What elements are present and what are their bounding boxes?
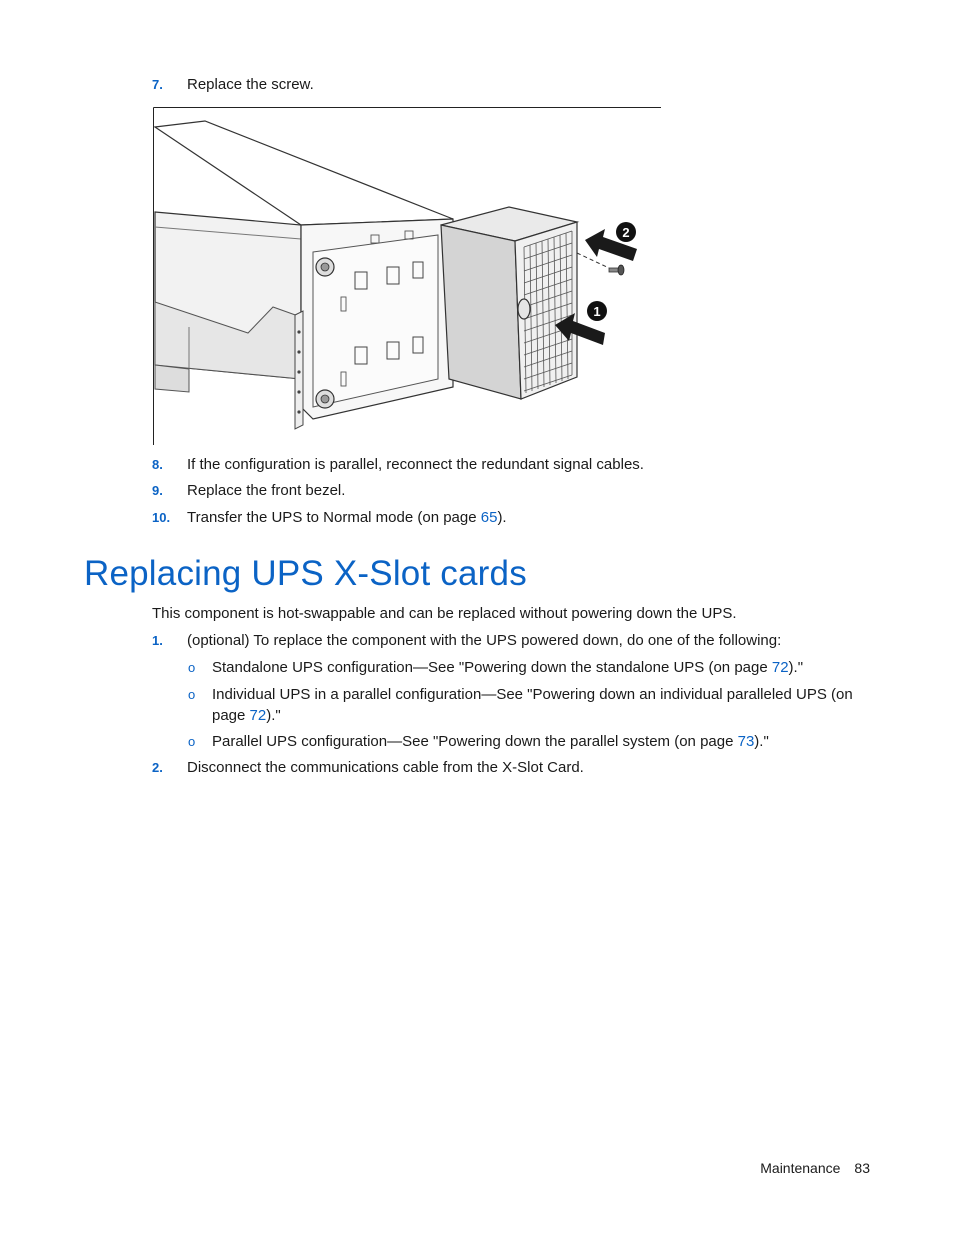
- page-link-65[interactable]: 65: [480, 509, 498, 526]
- bullet-marker: o: [188, 734, 196, 749]
- bullet-text: [212, 731, 769, 752]
- step-number: 8.: [152, 457, 163, 472]
- bullet-text: [212, 657, 803, 678]
- bullet-text-suffix: ).": [788, 659, 804, 676]
- page-link-72[interactable]: 72: [771, 659, 789, 676]
- rail-hole: [297, 390, 300, 393]
- step-text: (optional) To replace the component with the UPS powered down, do one of the following:: [187, 632, 782, 649]
- bullet-text-suffix: ).": [266, 707, 281, 724]
- bullet-text-prefix: page: [212, 707, 250, 724]
- page-link-72[interactable]: 72: [249, 707, 267, 724]
- step-number: 2.: [152, 760, 163, 775]
- step-text: Replace the front bezel.: [187, 482, 346, 499]
- bullet-text-prefix: Parallel UPS configuration—See "Powering down the parallel system (on page: [212, 733, 738, 750]
- step-number: 9.: [152, 483, 163, 498]
- mounting-knob-icon: [321, 263, 329, 271]
- step-text-prefix: Transfer the UPS to Normal mode (on page: [187, 509, 481, 526]
- mounting-knob-icon: [321, 395, 329, 403]
- step-text: If the configuration is parallel, reconnect the redundant signal cables.: [187, 456, 644, 473]
- step-text-suffix: ).: [497, 509, 507, 526]
- page-number: 83: [854, 1160, 870, 1176]
- step-text: Disconnect the communications cable from the X-Slot Card.: [187, 759, 584, 776]
- rail-hole: [297, 410, 300, 413]
- step-text: [187, 508, 507, 528]
- rail-hole: [297, 350, 300, 353]
- screw-icon: [609, 265, 624, 275]
- step-text: Replace the screw.: [187, 76, 314, 93]
- module-handle-icon: [518, 299, 530, 319]
- bullet-marker: o: [188, 660, 196, 675]
- bullet-marker: o: [188, 687, 196, 702]
- step-number: 7.: [152, 77, 163, 92]
- intro-paragraph: This component is hot-swappable and can be replaced without powering down the UPS.: [152, 605, 737, 622]
- step-number: 10.: [152, 510, 171, 525]
- section-heading: Replacing UPS X-Slot cards: [84, 554, 527, 593]
- footer-section-name: Maintenance: [760, 1160, 841, 1176]
- bullet-text-line1: Individual UPS in a parallel configuration—See "Powering down an individual paralleled UPS (on: [212, 686, 853, 703]
- page-footer: [760, 1158, 870, 1178]
- rail-hole: [297, 370, 300, 373]
- page-link-73[interactable]: 73: [737, 733, 755, 750]
- bullet-text-line2: [212, 705, 281, 726]
- callout-2-label: 2: [622, 225, 630, 240]
- step-number: 1.: [152, 633, 163, 648]
- bullet-text-prefix: Standalone UPS configuration—See "Powering down the standalone UPS (on page: [212, 659, 772, 676]
- bullet-text-suffix: ).": [754, 733, 769, 750]
- callout-1-label: 1: [593, 304, 601, 319]
- rail-hole: [297, 330, 300, 333]
- ups-module-illustration: [153, 107, 661, 445]
